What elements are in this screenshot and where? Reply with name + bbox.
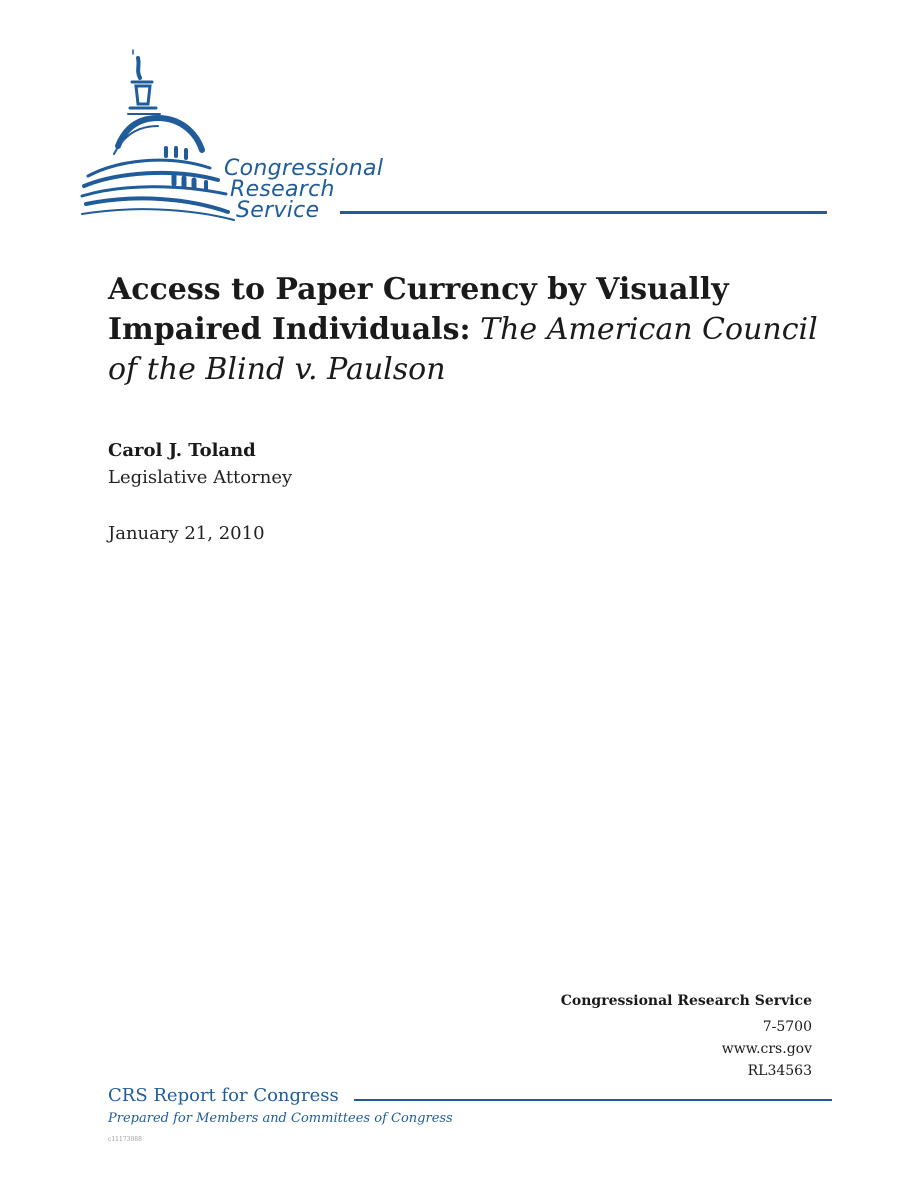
logo-word-service: Service: [236, 198, 320, 223]
footer-subtitle: Prepared for Members and Committees of Congress: [108, 1111, 453, 1126]
document-code: c11173088: [108, 1136, 142, 1143]
capitol-dome-icon: [78, 44, 238, 224]
crs-website: www.crs.gov: [721, 1041, 812, 1057]
logo-word-research: Research: [230, 177, 335, 202]
report-date: January 21, 2010: [108, 523, 265, 544]
author-name: Carol J. Toland: [108, 440, 256, 461]
report-title: [108, 270, 828, 390]
title-main: Access to Paper Currency by Visually Impaired Individuals:: [108, 272, 729, 347]
crs-org-name: Congressional Research Service: [560, 993, 812, 1009]
crs-info-block: [520, 990, 812, 1082]
title-case-name: The American Council of the Blind v. Paulson: [108, 312, 818, 387]
crs-report-number: RL34563: [747, 1063, 812, 1079]
logo-rule: [340, 211, 827, 214]
author-role: Legislative Attorney: [108, 467, 293, 488]
footer-rule: [354, 1099, 832, 1101]
crs-phone: 7-5700: [762, 1019, 812, 1035]
logo-word-congressional: Congressional: [224, 156, 384, 181]
footer-title: CRS Report for Congress: [108, 1085, 339, 1106]
